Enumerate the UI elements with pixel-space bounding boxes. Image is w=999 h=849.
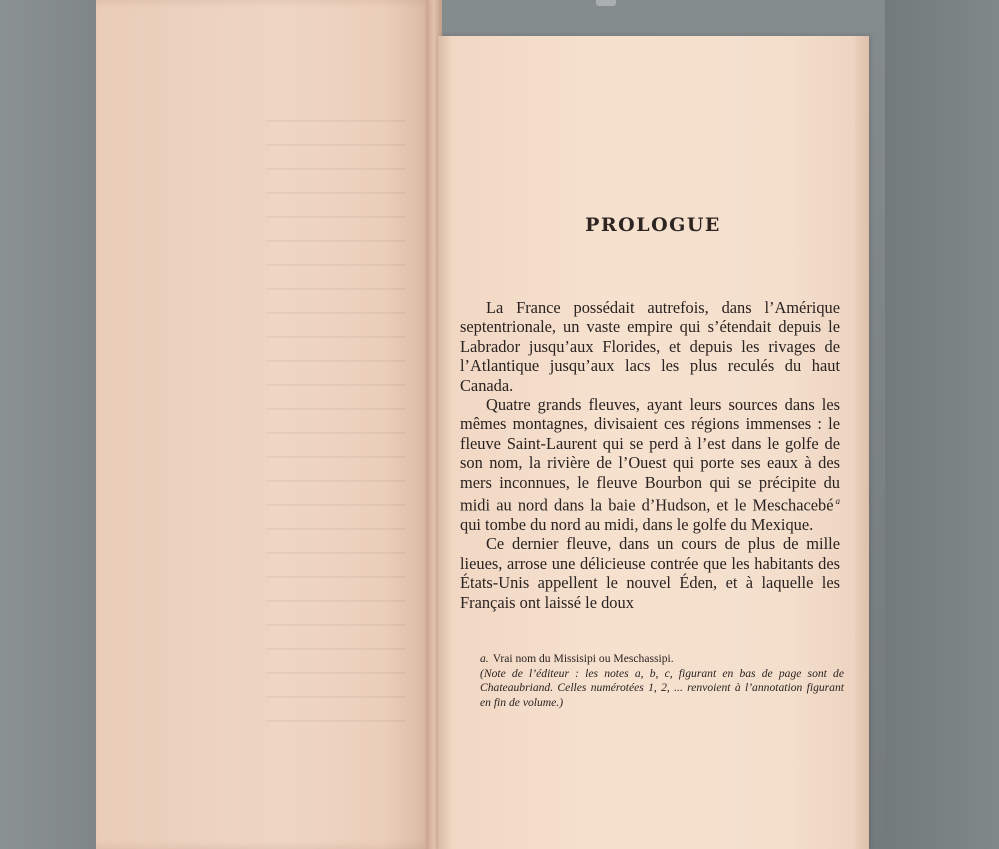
page-fore-edge [855,36,869,849]
paragraph-2-text: Quatre grands fleuves, ayant leurs sources dans les mêmes montagnes, divisaient ces régions immenses : le fleuve Saint-Laurent qui se perd à l’est dans le golfe de son nom, la rivière de l’Ouest qui porte ses eaux à des mers inconnues, le fleuve Bourbon qui se précipite du midi au nord dans la baie d’Hudson, et le Meschacebé [460,395,840,515]
page-edge-shadow [438,36,452,849]
footnotes [460,652,844,710]
background-surface-left [0,0,96,849]
footnote-a-letter: a. [480,652,489,665]
editor-note: (Note de l’éditeur : les notes a, b, c, figurant en bas de page sont de Chateaubriand. Celles numérotées 1, 2, ... renvoient à l’annotation figurant en fin de volume.) [480,666,844,709]
paragraph-2-continuation: qui tombe du nord au midi, dans le golfe du Mexique. [460,514,814,534]
paragraph-2 [460,395,840,534]
page-title: PROLOGUE [585,214,721,236]
body-text [460,298,840,612]
footnote-a [480,652,844,667]
paragraph-1: La France possédait autrefois, dans l’Amérique septentrionale, un vaste empire qui s’étendait depuis le Labrador jusqu’aux Florides, et depuis les rivages de l’Atlantique jusqu’aux lacs les plus reculés du haut Canada. [460,298,840,395]
footnote-marker: a [835,496,840,507]
background-surface-right [885,0,999,849]
paragraph-3: Ce dernier fleuve, dans un cours de plus de mille lieues, arrose une délicieuse contrée que les habitants des États-Unis appellent le nouvel Éden, et à laquelle les Français ont laissé le doux [460,534,840,612]
clip-mark [596,0,616,6]
show-through-text [266,120,406,740]
left-page [96,0,434,849]
right-page [438,36,868,849]
footnote-a-text: Vrai nom du Missisipi ou Meschassipi. [492,652,674,665]
